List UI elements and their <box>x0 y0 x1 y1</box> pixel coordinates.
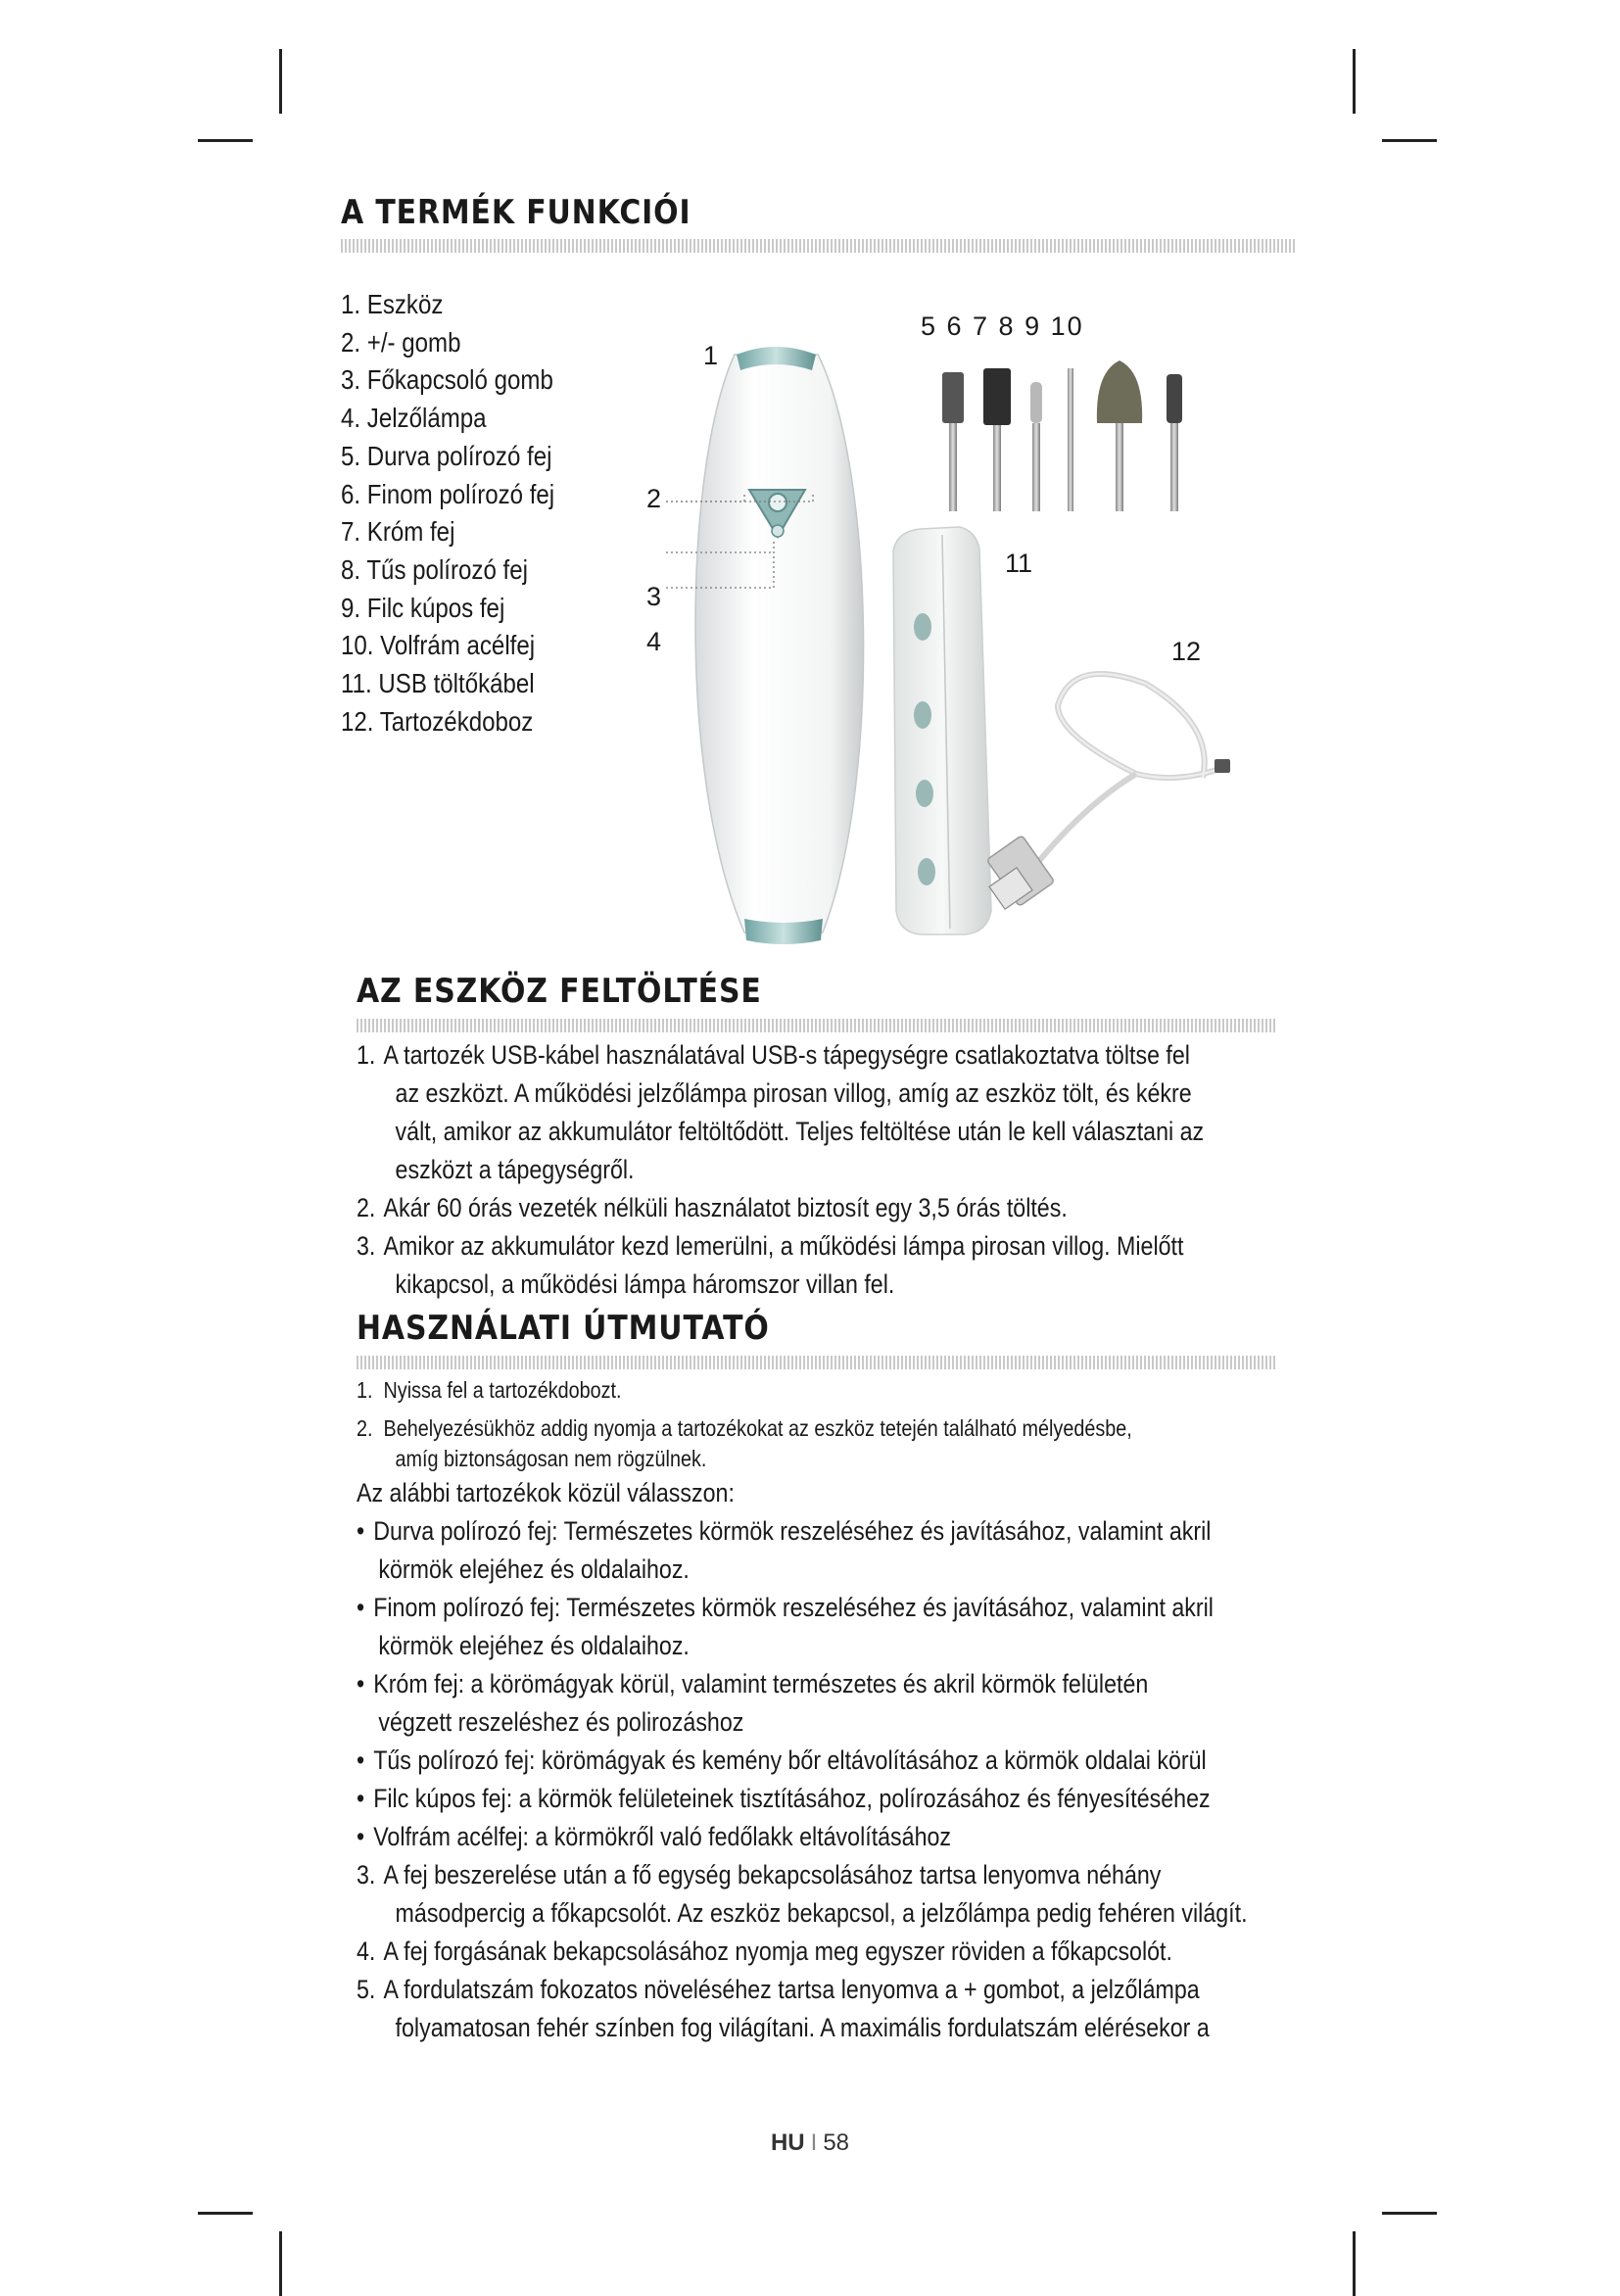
crop-mark <box>1353 49 1356 114</box>
feature-item: 12. Tartozékdoboz <box>341 705 534 737</box>
feature-item: 4. Jelzőlámpa <box>341 403 487 434</box>
usage-step-line: amíg biztonságosan nem rögzülnek. <box>395 1446 707 1471</box>
callout-heads: 5 6 7 8 9 10 <box>921 311 1084 341</box>
usage-step: 3. A fej beszerelése után a fő egység bekapcsolásához tartsa lenyomva néhány <box>357 1860 1162 1889</box>
callout-2: 2 <box>646 484 662 513</box>
usage-step-line: folyamatosan fehér színben fog világítani. A maximális fordulatszám elérésekor a <box>395 2013 1210 2042</box>
callout-4: 4 <box>646 627 662 656</box>
features-title: A TERMÉK FUNKCIÓI <box>341 193 691 232</box>
accessory-bullet: • Tűs polírozó fej: körömágyak és kemény bőr eltávolításához a körmök oldalai körül <box>357 1746 1207 1775</box>
callout-3: 3 <box>646 582 662 611</box>
crop-mark <box>279 49 282 114</box>
charging-instructions <box>357 1036 1287 1304</box>
usage-step: 5. A fordulatszám fokozatos növeléséhez tartsa lenyomva a + gombot, a jelzőlámpa <box>357 1975 1200 2004</box>
accessory-bullet-line: körmök elejéhez és oldalaihoz. <box>378 1555 690 1584</box>
feature-item: 8. Tűs polírozó fej <box>341 553 528 585</box>
crop-mark <box>1382 2212 1437 2215</box>
crop-mark <box>1353 2231 1356 2296</box>
section-rule <box>357 1356 1277 1369</box>
feature-item: 5. Durva polírozó fej <box>341 440 552 471</box>
accessory-bullet-line: végzett reszeléshez és polirozáshoz <box>378 1707 744 1737</box>
charging-step-line: az eszközt. A működési jelzőlámpa pirosan villog, amíg az eszköz tölt, és kékre <box>395 1078 1192 1108</box>
callout-11: 11 <box>1005 549 1033 578</box>
charging-step: 2. Akár 60 órás vezeték nélküli használatot biztosít egy 3,5 órás töltés. <box>357 1193 1068 1222</box>
accessory-bullet: • Finom polírozó fej: Természetes körmök reszeléséhez és javításához, valamint akril <box>357 1593 1214 1622</box>
accessory-heads <box>942 360 1182 511</box>
page-number: 58 <box>823 2129 850 2156</box>
usage-step-line: másodpercig a főkapcsolót. Az eszköz bekapcsol, a jelzőlámpa pedig fehéren világít. <box>395 1898 1248 1928</box>
feature-item: 9. Filc kúpos fej <box>341 592 505 623</box>
charging-title: AZ ESZKÖZ FELTÖLTÉSE <box>357 972 762 1011</box>
accessory-case <box>893 527 991 934</box>
callout-1: 1 <box>703 341 719 370</box>
feature-list <box>341 286 590 741</box>
device-body <box>695 347 864 944</box>
footer-separator: I <box>810 2129 818 2156</box>
feature-item: 11. USB töltőkábel <box>341 668 535 699</box>
charging-step: 1. A tartozék USB-kábel használatával USB-s tápegységre csatlakoztatva töltse fel <box>357 1040 1190 1070</box>
accessory-bullet: • Durva polírozó fej: Természetes körmök reszeléséhez és javításához, valamint akril <box>357 1516 1212 1546</box>
usage-title: HASZNÁLATI ÚTMUTATÓ <box>357 1309 770 1348</box>
accessory-bullet-line: körmök elejéhez és oldalaihoz. <box>378 1631 690 1660</box>
accessory-bullet: • Volfrám acélfej: a körmökről való fedőlakk eltávolításához <box>357 1822 952 1851</box>
charging-step: 3. Amikor az akkumulátor kezd lemerülni, a működési lámpa pirosan villog. Mielőtt <box>357 1231 1184 1261</box>
accessory-bullet: • Filc kúpos fej: a körmök felületeinek tisztításához, polírozásához és fényesítéséhez <box>357 1784 1211 1813</box>
usage-instructions <box>357 1375 1287 2047</box>
section-rule <box>357 1019 1277 1032</box>
charging-step-line: eszközt a tápegységről. <box>395 1155 635 1184</box>
section-rule <box>341 239 1296 253</box>
language-code: HU <box>770 2129 805 2156</box>
crop-mark <box>279 2231 282 2296</box>
usb-cable <box>986 674 1230 909</box>
callout-12: 12 <box>1171 637 1202 666</box>
usage-step: 2. Behelyezésükhöz addig nyomja a tartozékokat az eszköz tetején található mélyedésbe, <box>357 1415 1132 1441</box>
usage-step: 1. Nyissa fel a tartozékdobozt. <box>357 1377 622 1403</box>
feature-item: 3. Főkapcsoló gomb <box>341 364 553 396</box>
crop-mark <box>198 139 253 142</box>
feature-item: 2. +/- gomb <box>341 326 461 358</box>
feature-item: 6. Finom polírozó fej <box>341 478 555 509</box>
charging-step-line: kikapcsol, a működési lámpa háromszor villan fel. <box>395 1269 895 1299</box>
page-footer <box>0 2129 1620 2157</box>
usage-choose-text: Az alábbi tartozékok közül válasszon: <box>357 1478 735 1507</box>
feature-item: 7. Króm fej <box>341 516 455 548</box>
accessory-bullet: • Króm fej: a körömágyak körül, valamint természetes és akril körmök felületén <box>357 1669 1149 1698</box>
charging-step-line: vált, amikor az akkumulátor feltöltődött. Teljes feltöltése után le kell választani az <box>395 1117 1205 1146</box>
feature-item: 1. Eszköz <box>341 289 444 319</box>
feature-item: 10. Volfrám acélfej <box>341 630 536 661</box>
product-figure <box>627 313 1303 960</box>
product-illustration <box>627 313 1303 960</box>
crop-mark <box>198 2212 253 2215</box>
crop-mark <box>1382 139 1437 142</box>
usage-step: 4. A fej forgásának bekapcsolásához nyomja meg egyszer röviden a főkapcsolót. <box>357 1937 1172 1966</box>
